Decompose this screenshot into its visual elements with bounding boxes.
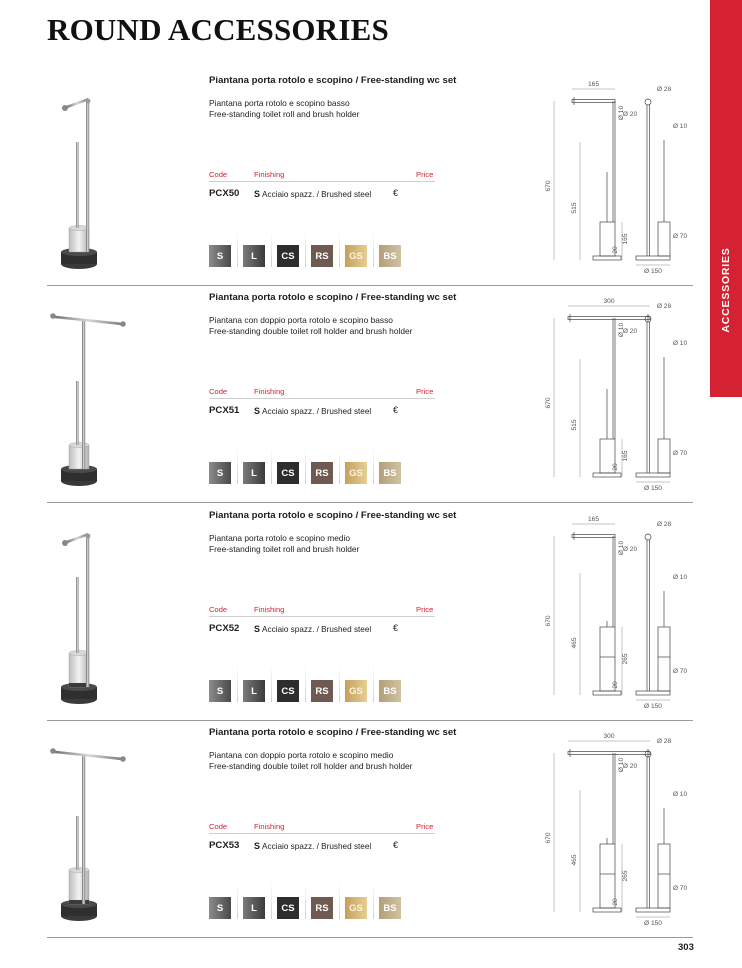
dim-height: 670 <box>545 397 552 409</box>
arm-end-left <box>50 313 56 319</box>
swatch-divider <box>373 882 374 919</box>
pole-cap <box>86 534 91 539</box>
product-info <box>209 720 484 938</box>
brush-holder-lower <box>69 900 89 904</box>
finish-code: S <box>254 406 261 416</box>
finish-value <box>254 841 371 851</box>
swatch-rs[interactable]: RS <box>311 462 333 484</box>
roll-arm <box>65 533 88 544</box>
swatch-divider <box>237 882 238 919</box>
front-view <box>545 516 629 695</box>
side-brush-holder <box>658 439 670 473</box>
dim-pole: Ø 20 <box>622 111 638 118</box>
header-divider <box>209 398 435 399</box>
swatch-divider <box>339 665 340 702</box>
dim-width: 300 <box>603 733 615 740</box>
swatch-s[interactable]: S <box>209 245 231 267</box>
dim-base-gap: 20 <box>612 463 619 471</box>
front-base <box>593 691 621 695</box>
technical-drawing <box>494 68 694 286</box>
brush-handle <box>76 142 79 228</box>
dim-pole: Ø 20 <box>622 328 638 335</box>
swatch-gs[interactable]: GS <box>345 245 367 267</box>
swatch-rs[interactable]: RS <box>311 680 333 702</box>
dim-brush-tube: Ø 10 <box>672 791 688 798</box>
dim-top: Ø 28 <box>656 521 672 528</box>
dim-brush: Ø 70 <box>672 668 688 675</box>
side-brush-holder <box>658 222 670 256</box>
dim-mid: 465 <box>571 637 578 649</box>
side-view <box>623 303 688 492</box>
swatch-s[interactable]: S <box>209 462 231 484</box>
dim-brush: Ø 70 <box>672 233 688 240</box>
brush-handle <box>76 381 79 445</box>
description-it: Piantana porta rotolo e scopino basso <box>209 98 350 108</box>
dim-lower: 265 <box>622 870 629 882</box>
front-view <box>545 81 629 260</box>
side-base <box>636 691 670 695</box>
price-currency: € <box>393 188 399 198</box>
technical-drawing <box>494 503 694 721</box>
side-base <box>636 473 670 477</box>
front-view <box>545 298 650 477</box>
header-divider <box>209 616 435 617</box>
dim-width: 165 <box>587 516 600 523</box>
finishing-header: Finishing <box>254 170 285 179</box>
finish-value <box>254 624 371 634</box>
dim-pole: Ø 20 <box>622 763 638 770</box>
product-title: Piantana porta rotolo e scopino / Free-standing wc set <box>209 510 457 521</box>
brush-holder-rim <box>69 443 89 448</box>
swatch-rs[interactable]: RS <box>311 245 333 267</box>
row-divider <box>47 937 693 938</box>
side-brush-holder <box>658 844 670 908</box>
code-header: Code <box>209 170 228 179</box>
price-header: Price <box>416 387 434 396</box>
description-en: Free-standing toilet roll and brush holder <box>209 544 360 554</box>
swatch-bs[interactable]: BS <box>379 897 401 919</box>
finish-name: Acciaio spazz. / Brushed steel <box>262 842 372 851</box>
swatch-divider <box>373 447 374 484</box>
price-header: Price <box>416 822 434 831</box>
roll-arm <box>65 98 88 109</box>
brush-handle <box>76 816 79 870</box>
brush-holder-rim <box>69 868 89 873</box>
description-en: Free-standing double toilet roll holder and brush holder <box>209 761 413 771</box>
swatch-divider <box>237 447 238 484</box>
dim-brush-tube: Ø 10 <box>672 123 688 130</box>
product-info <box>209 285 484 503</box>
dim-base-gap: 20 <box>612 681 619 689</box>
product-code: PCX51 <box>209 405 240 416</box>
swatch-rs[interactable]: RS <box>311 897 333 919</box>
main-pole <box>82 321 85 469</box>
dim-base: Ø 150 <box>644 920 662 927</box>
price-header: Price <box>416 605 434 614</box>
product-photo <box>47 68 147 286</box>
product-description <box>209 315 437 337</box>
dim-top: Ø 28 <box>656 86 672 93</box>
page-number: 303 <box>678 942 694 953</box>
front-arm <box>568 317 650 320</box>
swatch-divider <box>373 230 374 267</box>
description-it: Piantana con doppio porta rotolo e scopino basso <box>209 315 393 325</box>
dim-mid: 515 <box>571 202 578 214</box>
description-it: Piantana con doppio porta rotolo e scopino medio <box>209 750 394 760</box>
dim-mid: 515 <box>571 419 578 431</box>
product-code: PCX53 <box>209 840 240 851</box>
dim-tube: Ø 10 <box>618 322 625 338</box>
product-info <box>209 503 484 721</box>
swatch-gs[interactable]: GS <box>345 462 367 484</box>
side-knob <box>645 99 651 105</box>
price-currency: € <box>393 405 399 415</box>
swatch-cs[interactable]: CS <box>277 897 299 919</box>
product-description <box>209 533 437 555</box>
description-en: Free-standing toilet roll and brush holder <box>209 109 360 119</box>
swatch-l[interactable]: L <box>243 245 265 267</box>
price-currency: € <box>393 840 399 850</box>
main-pole <box>86 102 89 252</box>
product-info <box>209 68 484 286</box>
main-pole <box>86 537 89 687</box>
dim-base: Ø 150 <box>644 703 662 710</box>
swatch-gs[interactable]: GS <box>345 897 367 919</box>
technical-drawing <box>494 285 694 503</box>
finish-code: S <box>254 189 261 199</box>
finish-name: Acciaio spazz. / Brushed steel <box>262 625 372 634</box>
dim-height: 670 <box>545 832 552 844</box>
swatch-divider <box>339 447 340 484</box>
swatch-divider <box>271 665 272 702</box>
product-row-pcx51 <box>47 285 693 503</box>
product-photo <box>47 285 147 503</box>
product-photo <box>47 720 147 938</box>
arm-end-left <box>50 748 56 754</box>
front-base <box>593 473 621 477</box>
product-row-pcx50 <box>47 68 693 286</box>
swatch-l[interactable]: L <box>243 680 265 702</box>
dim-lower: 265 <box>622 653 629 665</box>
side-view <box>623 521 688 710</box>
swatch-l[interactable]: L <box>243 462 265 484</box>
dim-brush: Ø 70 <box>672 885 688 892</box>
finishing-header: Finishing <box>254 822 285 831</box>
front-arm <box>572 100 615 103</box>
dim-brush-tube: Ø 10 <box>672 340 688 347</box>
code-header: Code <box>209 605 228 614</box>
dim-base: Ø 150 <box>644 485 662 492</box>
product-title: Piantana porta rotolo e scopino / Free-standing wc set <box>209 75 457 86</box>
swatch-bs[interactable]: BS <box>379 680 401 702</box>
finish-value <box>254 189 371 199</box>
header-divider <box>209 181 435 182</box>
swatch-s[interactable]: S <box>209 897 231 919</box>
swatch-cs[interactable]: CS <box>277 462 299 484</box>
dim-mid: 465 <box>571 854 578 866</box>
swatch-divider <box>271 447 272 484</box>
side-brush-holder <box>658 627 670 691</box>
front-view <box>545 733 650 912</box>
side-base <box>636 256 670 260</box>
finish-name: Acciaio spazz. / Brushed steel <box>262 407 372 416</box>
finish-code: S <box>254 841 261 851</box>
swatch-divider <box>271 882 272 919</box>
finish-name: Acciaio spazz. / Brushed steel <box>262 190 372 199</box>
swatch-bs[interactable]: BS <box>379 462 401 484</box>
swatch-divider <box>305 447 306 484</box>
product-title: Piantana porta rotolo e scopino / Free-standing wc set <box>209 292 457 303</box>
finishing-header: Finishing <box>254 387 285 396</box>
swatch-divider <box>305 665 306 702</box>
product-description <box>209 750 437 772</box>
dim-lower: 165 <box>622 450 629 462</box>
product-row-pcx53 <box>47 720 693 938</box>
swatch-divider <box>305 882 306 919</box>
side-base <box>636 908 670 912</box>
swatch-cs[interactable]: CS <box>277 245 299 267</box>
dim-base-gap: 20 <box>612 246 619 254</box>
brush-holder <box>69 445 89 469</box>
front-base <box>593 256 621 260</box>
arm-end <box>62 105 68 111</box>
swatch-divider <box>305 230 306 267</box>
swatch-divider <box>237 230 238 267</box>
side-view <box>623 86 688 275</box>
product-photo <box>47 503 147 721</box>
product-row-pcx52 <box>47 503 693 721</box>
side-knob <box>645 534 651 540</box>
code-header: Code <box>209 822 228 831</box>
arm-end-right <box>120 321 126 327</box>
dim-base-gap: 20 <box>612 898 619 906</box>
price-header: Price <box>416 170 434 179</box>
dim-width: 300 <box>603 298 615 305</box>
dim-top: Ø 28 <box>656 738 672 745</box>
product-code: PCX50 <box>209 188 240 199</box>
dim-width: 165 <box>587 81 600 88</box>
brush-handle <box>76 577 79 653</box>
price-currency: € <box>393 623 399 633</box>
dim-height: 670 <box>545 615 552 627</box>
dim-top: Ø 28 <box>656 303 672 310</box>
swatch-divider <box>237 665 238 702</box>
product-title: Piantana porta rotolo e scopino / Free-standing wc set <box>209 727 457 738</box>
dim-lower: 165 <box>622 233 629 245</box>
swatch-s[interactable]: S <box>209 680 231 702</box>
finish-code: S <box>254 624 261 634</box>
brush-holder <box>69 870 89 904</box>
swatch-divider <box>373 665 374 702</box>
dim-tube: Ø 10 <box>618 105 625 121</box>
dim-base: Ø 150 <box>644 268 662 275</box>
dim-tube: Ø 10 <box>618 757 625 773</box>
arm-end <box>62 540 68 546</box>
swatch-divider <box>339 230 340 267</box>
dim-brush-tube: Ø 10 <box>672 574 688 581</box>
product-code: PCX52 <box>209 623 240 634</box>
swatch-l[interactable]: L <box>243 897 265 919</box>
dim-tube: Ø 10 <box>618 540 625 556</box>
finish-value <box>254 406 371 416</box>
arm-end-right <box>120 756 126 762</box>
description-en: Free-standing double toilet roll holder and brush holder <box>209 326 413 336</box>
finishing-header: Finishing <box>254 605 285 614</box>
front-base <box>593 908 621 912</box>
dim-height: 670 <box>545 180 552 192</box>
main-pole <box>82 756 85 904</box>
description-it: Piantana porta rotolo e scopino medio <box>209 533 351 543</box>
roll-arm <box>53 750 123 760</box>
swatch-bs[interactable]: BS <box>379 245 401 267</box>
code-header: Code <box>209 387 228 396</box>
front-arm <box>572 535 615 538</box>
section-tab-label: ACCESSORIES <box>720 247 732 333</box>
header-divider <box>209 833 435 834</box>
front-arm <box>568 752 650 755</box>
dim-brush: Ø 70 <box>672 450 688 457</box>
section-tab <box>710 0 742 397</box>
swatch-gs[interactable]: GS <box>345 680 367 702</box>
swatch-divider <box>339 882 340 919</box>
side-view <box>623 738 688 927</box>
product-description <box>209 98 437 120</box>
technical-drawing <box>494 720 694 938</box>
dim-pole: Ø 20 <box>622 546 638 553</box>
pole-cap <box>86 99 91 104</box>
roll-arm <box>53 315 123 325</box>
swatch-divider <box>271 230 272 267</box>
swatch-cs[interactable]: CS <box>277 680 299 702</box>
page-title: ROUND ACCESSORIES <box>47 12 389 47</box>
